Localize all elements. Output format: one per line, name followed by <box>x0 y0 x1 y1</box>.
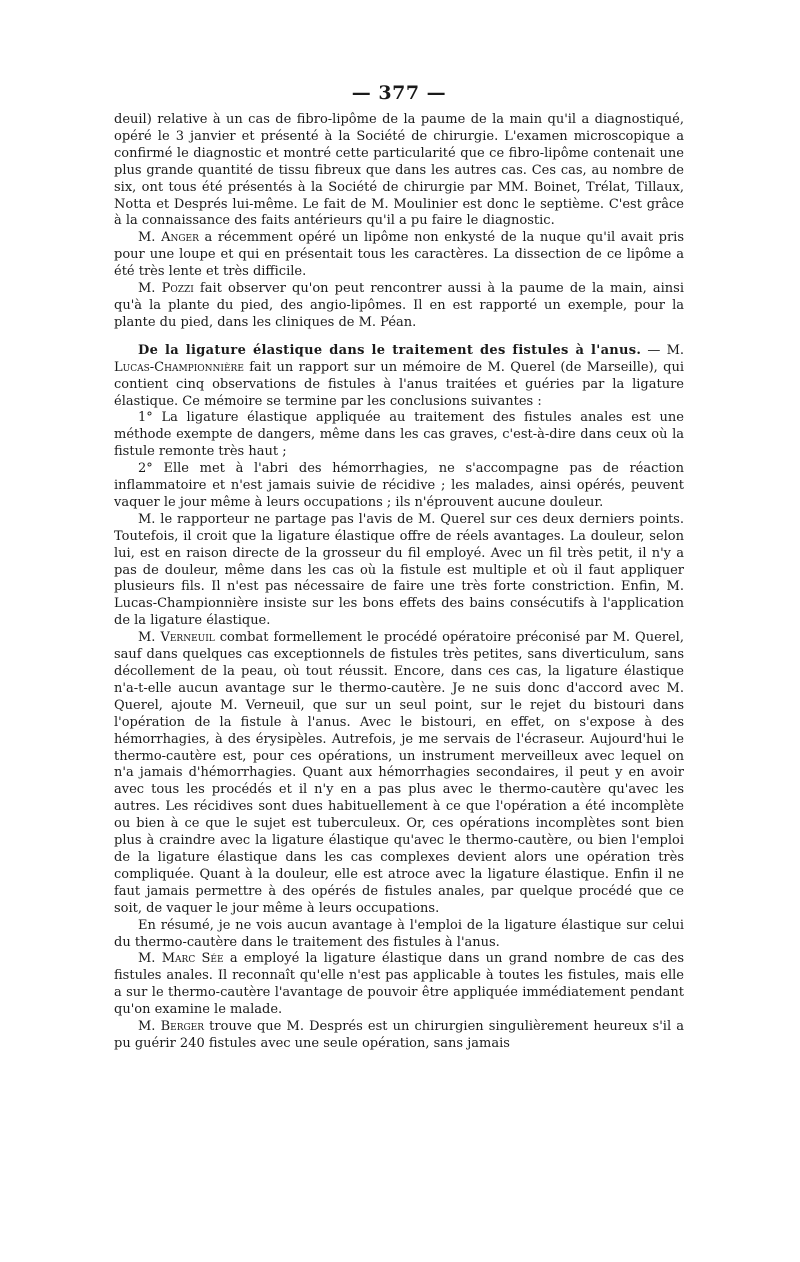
abbrev-monsieur: M. <box>138 230 156 246</box>
paragraph-text: a employé la ligature élastique dans un grand nombre de cas des fistules anales. Il reconnaît qu'elle n'est pas applicable à toutes les fistules, mais elle a sur le thermo-cautère l'avantage de pouvoir être appliquée immédiatement pendant qu'on examine le malade. <box>114 951 684 1018</box>
paragraph-berger <box>114 1019 684 1053</box>
paragraph-conclusion-1 <box>114 410 684 461</box>
paragraph-text: fait observer qu'on peut rencontrer aussi à la paume de la main, ainsi qu'à la plante du pied, des angio-lipômes. Il en est rapporté un exemple, pour la plante du pied, dans les cliniques de M. Péan. <box>114 281 684 330</box>
page-number: — 377 — <box>351 82 447 104</box>
paragraph-text: trouve que M. Després est un chirurgien singulièrement heureux s'il a pu guérir 240 fistules avec une seule opération, sans jamais <box>114 1019 684 1051</box>
section-title: De la ligature élastique dans le traitement des fistules à l'anus. <box>138 342 642 358</box>
abbrev-monsieur: M. <box>138 630 156 646</box>
paragraph-text: M. le rapporteur ne partage pas l'avis de M. Querel sur ces deux derniers points. Toutefois, il croit que la ligature élastique offre de réels avantages. La douleur, selon lui, est en raison directe de la grosseur du fil employé. Avec un fil très petit, il n'y a pas de douleur, même dans les cas où la fistule est multiple et où il faut appliquer plusieurs fils. Il n'est pas nécessaire de faire une très forte constriction. Enfin, M. Lucas-Championnière insiste sur les bons effets des bains consécutifs à l'application de la ligature élastique. <box>114 511 684 629</box>
paragraph-continuation <box>114 112 684 230</box>
paragraph-text: combat formellement le procédé opératoire préconisé par M. Querel, sauf dans quelques cas exceptionnels de fistules très petites, sans diverticulum, sans décollement de la peau, où tout réussit. Encore, dans ces cas, la ligature élastique n'a-t-elle aucun avantage sur le thermo-cautère. Je ne suis donc d'accord avec M. Querel, ajoute M. Verneuil, que sur un seul point, sur le rejet du bistouri dans l'opération de la fistule à l'anus. Avec le bistouri, en effet, on s'expose à des hémorrhagies, à des érysipèles. Autrefois, je me servais de l'écraseur. Aujourd'hui le thermo-cautère est, pour ces opérations, un instrument merveilleux avec lequel on n'a jamais d'hémorrhagies. Quant aux hémorrhagies secondaires, il peut y en avoir avec tous les procédés et il n'y en a pas plus avec le thermo-cautère qu'avec les autres. Les récidives sont dues habituellement à ce que l'opération a été incomplète ou bien à ce que le sujet est tuberculeux. Or, ces opérations incomplètes sont bien plus à craindre avec la ligature élastique qu'avec le thermo-cautère, ou bien l'emploi de la ligature élastique dans les cas complexes devient alors une opération très compliquée. Quant à la douleur, elle est atroce avec la ligature élastique. Enfin il ne faut jamais permettre à des opérés de fistules anales, par quelque procédé que ce soit, de vaquer le jour même à leurs occupations. <box>114 630 684 916</box>
surgeon-name: Lucas-Championnière <box>114 359 244 375</box>
paragraph-text: 1° La ligature élastique appliquée au traitement des fistules anales est une méthode exempte de dangers, même dans les cas graves, c'est-à-dire dans ceux où la fistule remonte très haut ; <box>114 410 684 460</box>
book-page <box>114 82 684 1053</box>
surgeon-name: Berger <box>160 1019 205 1035</box>
paragraph-verneuil <box>114 630 684 917</box>
paragraph-conclusion-2 <box>114 461 684 512</box>
abbrev-monsieur: M. <box>138 951 156 967</box>
surgeon-name: Anger <box>161 230 199 246</box>
abbrev-monsieur: M. <box>138 281 156 297</box>
paragraph-pozzi <box>114 281 684 332</box>
paragraph-text: fait un rapport sur un mémoire de M. Querel (de Marseille), qui contient cinq observations de fistules à l'anus traitées et guéries par la ligature élastique. Ce mémoire se termine par les conclusions suivantes : <box>114 359 684 409</box>
paragraph-text: 2° Elle met à l'abri des hémorrhagies, ne s'accompagne pas de réaction inflammatoire et n'est jamais suivie de récidive ; les malades, ainsi opérés, peuvent vaquer le jour même à leurs occupations ; ils n'éprouvent aucune douleur. <box>114 461 684 510</box>
paragraph-marc-see <box>114 951 684 1019</box>
paragraph-text: a récemment opéré un lipôme non enkysté de la nuque qu'il avait pris pour une loupe et qui en présentait tous les caractères. La dissection de ce lipôme a été très lente et très difficile. <box>114 230 684 280</box>
paragraph-anger <box>114 230 684 281</box>
abbrev-monsieur: M. <box>138 1019 156 1035</box>
abbrev-monsieur: — M. <box>647 342 685 358</box>
paragraph-rapporteur <box>114 512 684 630</box>
paragraph-summary <box>114 918 684 952</box>
surgeon-name: Verneuil <box>160 630 215 646</box>
surgeon-name: Pozzi <box>161 281 194 297</box>
paragraph-section-heading <box>114 343 684 411</box>
surgeon-name: Marc Sée <box>161 951 224 967</box>
paragraph-text: En résumé, je ne vois aucun avantage à l'emploi de la ligature élastique sur celui du thermo-cautère dans le traitement des fistules à l'anus. <box>114 917 684 950</box>
paragraph-text: deuil) relative à un cas de fibro-lipôme de la paume de la main qu'il a diagnostiqué, opéré le 3 janvier et présenté à la Société de chirurgie. L'examen microscopique a confirmé le diagnostic et montré cette particularité que ce fibro-lipôme contenait une plus grande quantité de tissu fibreux que dans les autres cas. Ces cas, au nombre de six, ont tous été présentés à la Société de chirurgie par MM. Boinet, Trélat, Tillaux, Notta et Després lui-même. Le fait de M. Moulinier est donc le septième. C'est grâce à la connaissance des faits antérieurs qu'il a pu faire le diagnostic. <box>114 112 684 229</box>
